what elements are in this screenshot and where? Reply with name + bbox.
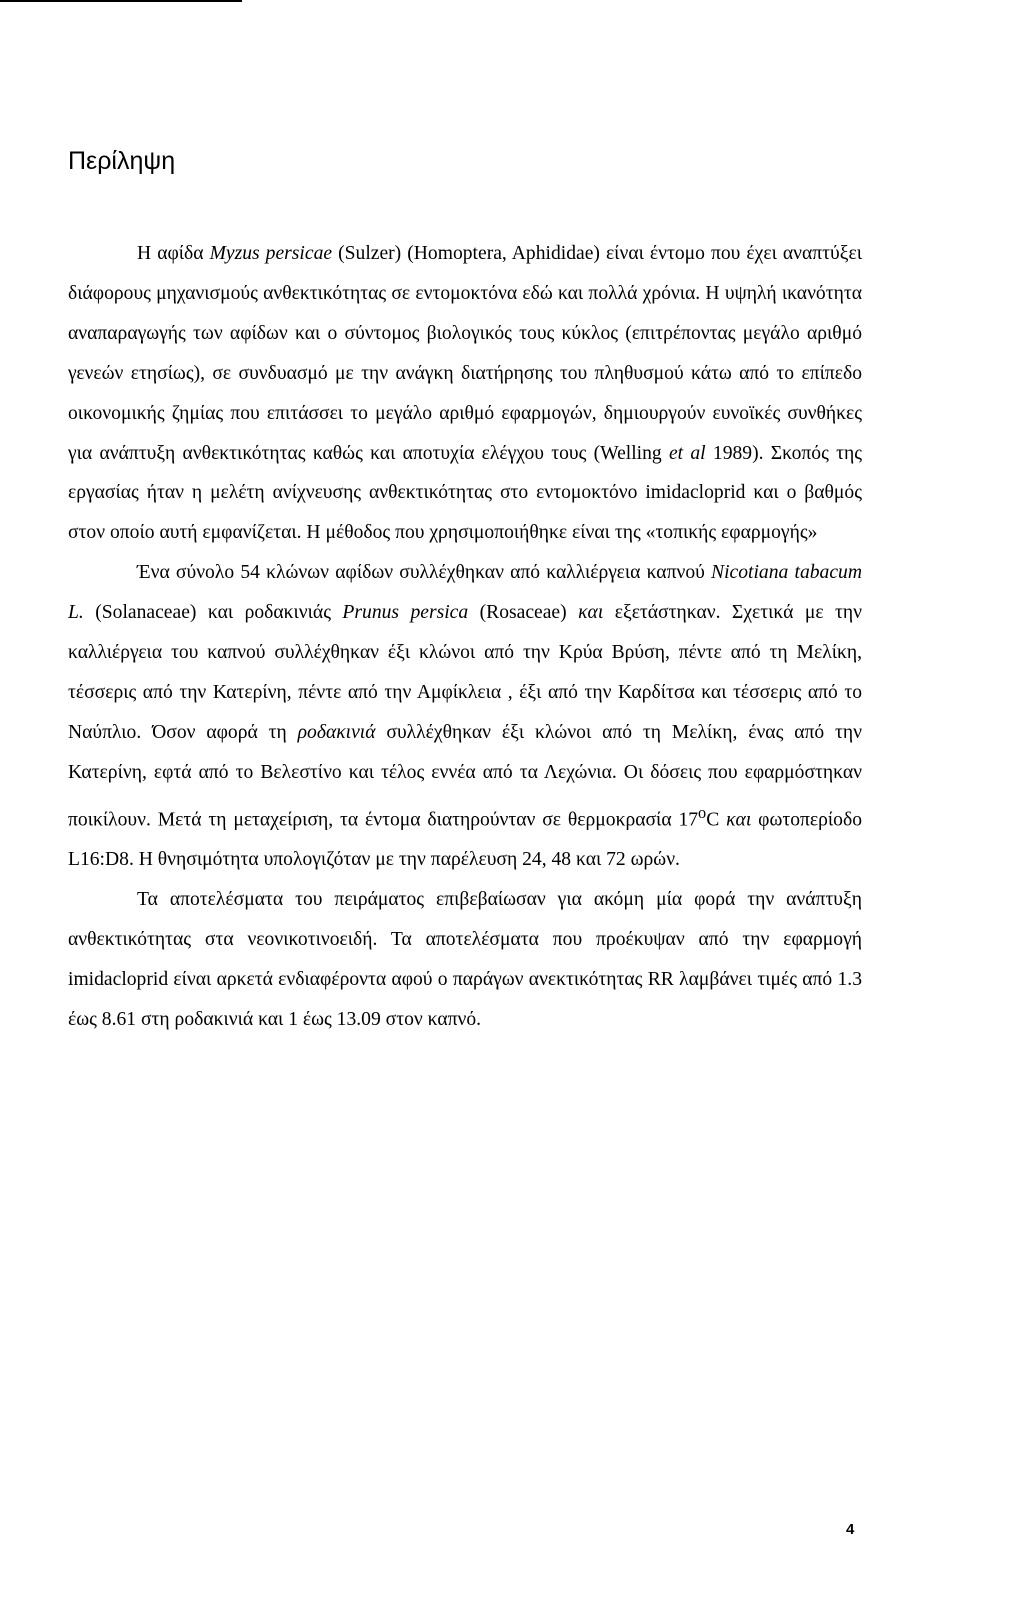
methods-text-4: εξετάστηκαν. Σχετικά με την καλλιέργεια του καπνού συλλέχθηκαν έξι κλώνοι από την Κρύα Βρύση, πέντε από τη Μελίκη, τέσσερις από την Κατερίνη, πέντε από την Αμφίκλεια , έξι από την Καρδίτσα και τέσσερις από το Ναύπλιο. Όσον αφορά τη — [68, 602, 862, 743]
abstract-heading: Περίληψη — [68, 147, 176, 175]
species-prunus-persica: Prunus persica — [342, 602, 469, 624]
species-nicotiana-tabacum: Nicotiana tabacum L. — [68, 562, 862, 624]
species-myzus-persicae: Myzus persicae — [209, 243, 333, 264]
paragraph-methods — [68, 553, 862, 880]
top-rule — [0, 0, 242, 2]
methods-text-7: φωτοπερίοδο L16:D8. Η θνησιμότητα υπολογιζόταν με την παρέλευση 24, 48 και 72 ωρών. — [68, 809, 863, 871]
italic-kai-1: και — [578, 602, 604, 624]
citation-et-al: et al — [668, 442, 706, 464]
italic-rodakinia: ροδακινιά — [297, 721, 376, 743]
results-text: Τα αποτελέσματα του πειράματος επιβεβαίωσαν για ακόμη μία φορά την ανάπτυξη ανθεκτικότητας στα νεονικοτινοειδή. Τα αποτελέσματα που προέκυψαν από την εφαρμογή imidacloprid είναι αρκετά ενδιαφέροντα αφού ο παράγων ανεκτικότητας RR λαμβάνει τιμές από 1.3 έως 8.61 στη ροδακινιά και 1 έως 13.09 στον καπνό. — [68, 889, 862, 1030]
degree-superscript: o — [698, 802, 707, 822]
paragraph-results — [68, 880, 862, 1040]
methods-text-6: C — [706, 809, 727, 831]
methods-text-2: (Solanaceae) και ροδακινιάς — [83, 602, 343, 624]
intro-text-3: 1989). Σκοπός της εργασίας ήταν η μελέτη ανίχνευσης ανθεκτικότητας στο εντομοκτόνο imidacloprid και ο βαθμός στον οποίο αυτή εμφανίζεται. Η μέθοδος που χρησιμοποιήθηκε είναι της «τοπικής εφαρμογής» — [68, 442, 863, 544]
paragraph-intro — [68, 234, 862, 553]
methods-text-1: Ένα σύνολο 54 κλώνων αφίδων συλλέχθηκαν από καλλιέργεια καπνού — [137, 562, 712, 584]
methods-text-3: (Rosaceae) — [468, 602, 579, 624]
abstract-body — [68, 234, 862, 1040]
intro-text-1: Η αφίδα — [137, 243, 210, 264]
intro-text-2: (Sulzer) (Homoptera, Aphididae) είναι έντομο που έχει αναπτύξει διάφορους μηχανισμούς ανθεκτικότητας σε εντομοκτόνα εδώ και πολλά χρόνια. Η υψηλή ικανότητα αναπαραγωγής των αφίδων και ο σύντομος βιολογικός τους κύκλος (επιτρέποντας μεγάλο αριθμό γενεών ετησίως), σε συνδυασμό με την ανάγκη διατήρησης του πληθυσμού κάτω από το επίπεδο οικονομικής ζημίας που επιτάσσει το μεγάλο αριθμό εφαρμογών, δημιουργούν ευνοϊκές συνθήκες για ανάπτυξη ανθεκτικότητας καθώς και αποτυχία ελέγχου τους (Welling — [68, 243, 862, 464]
italic-kai-2: και — [726, 809, 752, 831]
methods-text-5: συλλέχθηκαν έξι κλώνοι από τη Μελίκη, ένας από την Κατερίνη, εφτά από το Βελεστίνο και τέλος εννέα από τα Λεχώνια. Οι δόσεις που εφαρμόστηκαν ποικίλουν. Μετά τη μεταχείριση, τα έντομα διατηρούνταν σε θερμοκρασία 17 — [68, 721, 863, 831]
page-number: 4 — [846, 1521, 855, 1538]
